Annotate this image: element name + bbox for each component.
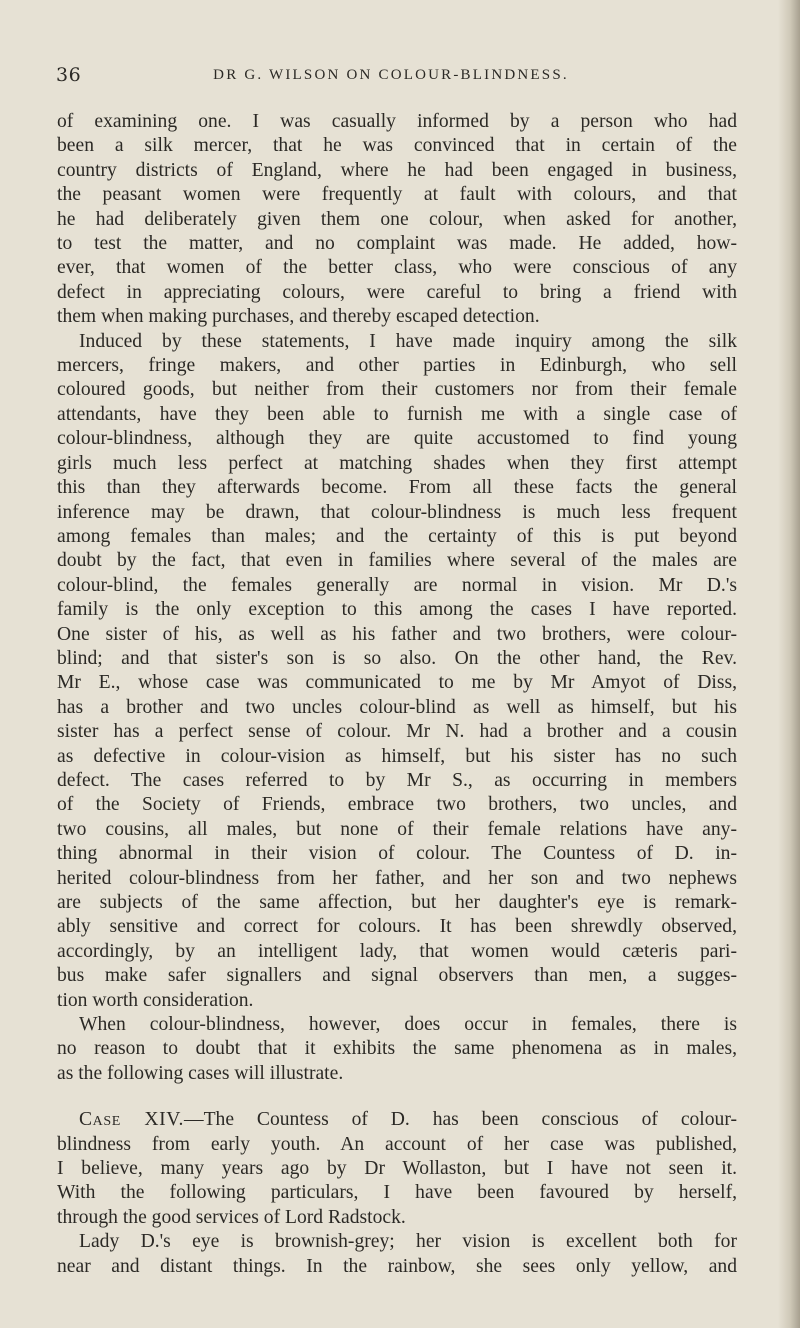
text-line: tion worth consideration. <box>57 989 254 1011</box>
text-line: Lady D.'s eye is brownish-grey; her vision is excellent both for <box>79 1231 737 1253</box>
text-line: he had deliberately given them one colour, when asked for another, <box>57 208 737 230</box>
text-line: attendants, have they been able to furnish me with a single case of <box>57 403 737 425</box>
text-line: I believe, many years ago by Dr Wollaston, but I have not seen it. <box>57 1158 737 1180</box>
text-line: family is the only exception to this among the cases I have reported. <box>57 599 737 621</box>
paragraph-2 <box>57 330 737 1013</box>
text-line: mercers, fringe makers, and other parties in Edinburgh, who sell <box>57 355 737 377</box>
body-text <box>57 110 737 1279</box>
text-line: has a brother and two uncles colour-blind as well as himself, but his <box>57 696 737 718</box>
text-line: herited colour-blindness from her father, and her son and two nephews <box>57 867 737 889</box>
text-line: as defective in colour-vision as himself, but his sister has no such <box>57 745 737 767</box>
text-line: colour-blind, the females generally are normal in vision. Mr D.'s <box>57 574 737 596</box>
section-spacer <box>57 1086 737 1108</box>
text-line: thing abnormal in their vision of colour. The Countess of D. in- <box>57 843 737 865</box>
case-text: —The Countess of D. has been conscious of colour- <box>183 1109 738 1131</box>
text-line: this than they afterwards become. From all these facts the general <box>57 477 737 499</box>
paragraph-5 <box>57 1230 737 1279</box>
text-line: accordingly, by an intelligent lady, that women would cæteris pari- <box>57 940 737 962</box>
text-line: bus make safer signallers and signal observers than men, a sugges- <box>57 965 737 987</box>
paragraph-3 <box>57 1013 737 1086</box>
text-line: of examining one. I was casually informed by a person who had <box>57 111 737 132</box>
text-line: ever, that women of the better class, who were conscious of any <box>57 257 737 279</box>
case-label: Case XIV. <box>79 1109 184 1131</box>
running-head-title: DR G. WILSON ON COLOUR-BLINDNESS. <box>213 67 569 83</box>
text-line: inference may be drawn, that colour-blindness is much less frequent <box>57 501 737 523</box>
text-line: two cousins, all males, but none of their female relations have any- <box>57 818 737 840</box>
text-line: as the following cases will illustrate. <box>57 1062 344 1084</box>
text-line: blind; and that sister's son is so also. On the other hand, the Rev. <box>57 647 737 669</box>
text-line <box>57 1108 737 1132</box>
text-line: among females than males; and the certainty of this is put beyond <box>57 525 737 547</box>
text-line: country districts of England, where he had been engaged in business, <box>57 159 737 181</box>
text-line: ably sensitive and correct for colours. It has been shrewdly observed, <box>57 916 737 938</box>
text-line: are subjects of the same affection, but her daughter's eye is remark- <box>57 892 737 913</box>
case-paragraph <box>57 1108 737 1230</box>
text-line: When colour-blindness, however, does occur in females, there is <box>79 1014 737 1036</box>
text-line: colour-blindness, although they are quite accustomed to find young <box>57 428 737 450</box>
text-line: through the good services of Lord Radstock. <box>57 1206 406 1228</box>
text-line: to test the matter, and no complaint was made. He added, how- <box>57 233 737 255</box>
paragraph-1 <box>57 110 737 330</box>
text-line: doubt by the fact, that even in families where several of the males are <box>57 550 737 572</box>
text-line: girls much less perfect at matching shades when they first attempt <box>57 452 737 474</box>
text-line: Induced by these statements, I have made inquiry among the silk <box>79 330 737 352</box>
text-line: Mr E., whose case was communicated to me by Mr Amyot of Diss, <box>57 672 737 694</box>
text-line: With the following particulars, I have been favoured by herself, <box>57 1182 737 1204</box>
text-line: defect in appreciating colours, were careful to bring a friend with <box>57 281 737 303</box>
page-number: 36 <box>56 64 82 86</box>
text-line: blindness from early youth. An account of her case was published, <box>57 1133 737 1155</box>
page-edge-shadow <box>778 0 800 1328</box>
text-line: coloured goods, but neither from their customers nor from their female <box>57 379 737 401</box>
text-line: them when making purchases, and thereby escaped detection. <box>57 306 540 328</box>
running-head <box>56 64 726 94</box>
text-line: no reason to doubt that it exhibits the same phenomena as in males, <box>57 1038 737 1060</box>
text-line: defect. The cases referred to by Mr S., as occurring in members <box>57 769 737 791</box>
text-line: sister has a perfect sense of colour. Mr N. had a brother and a cousin <box>57 721 737 743</box>
text-line: near and distant things. In the rainbow, she sees only yellow, and <box>57 1255 737 1277</box>
text-line: the peasant women were frequently at fault with colours, and that <box>57 184 737 206</box>
text-line: One sister of his, as well as his father and two brothers, were colour- <box>57 623 737 645</box>
text-line: of the Society of Friends, embrace two brothers, two uncles, and <box>57 794 737 816</box>
text-line: been a silk mercer, that he was convinced that in certain of the <box>57 135 737 157</box>
